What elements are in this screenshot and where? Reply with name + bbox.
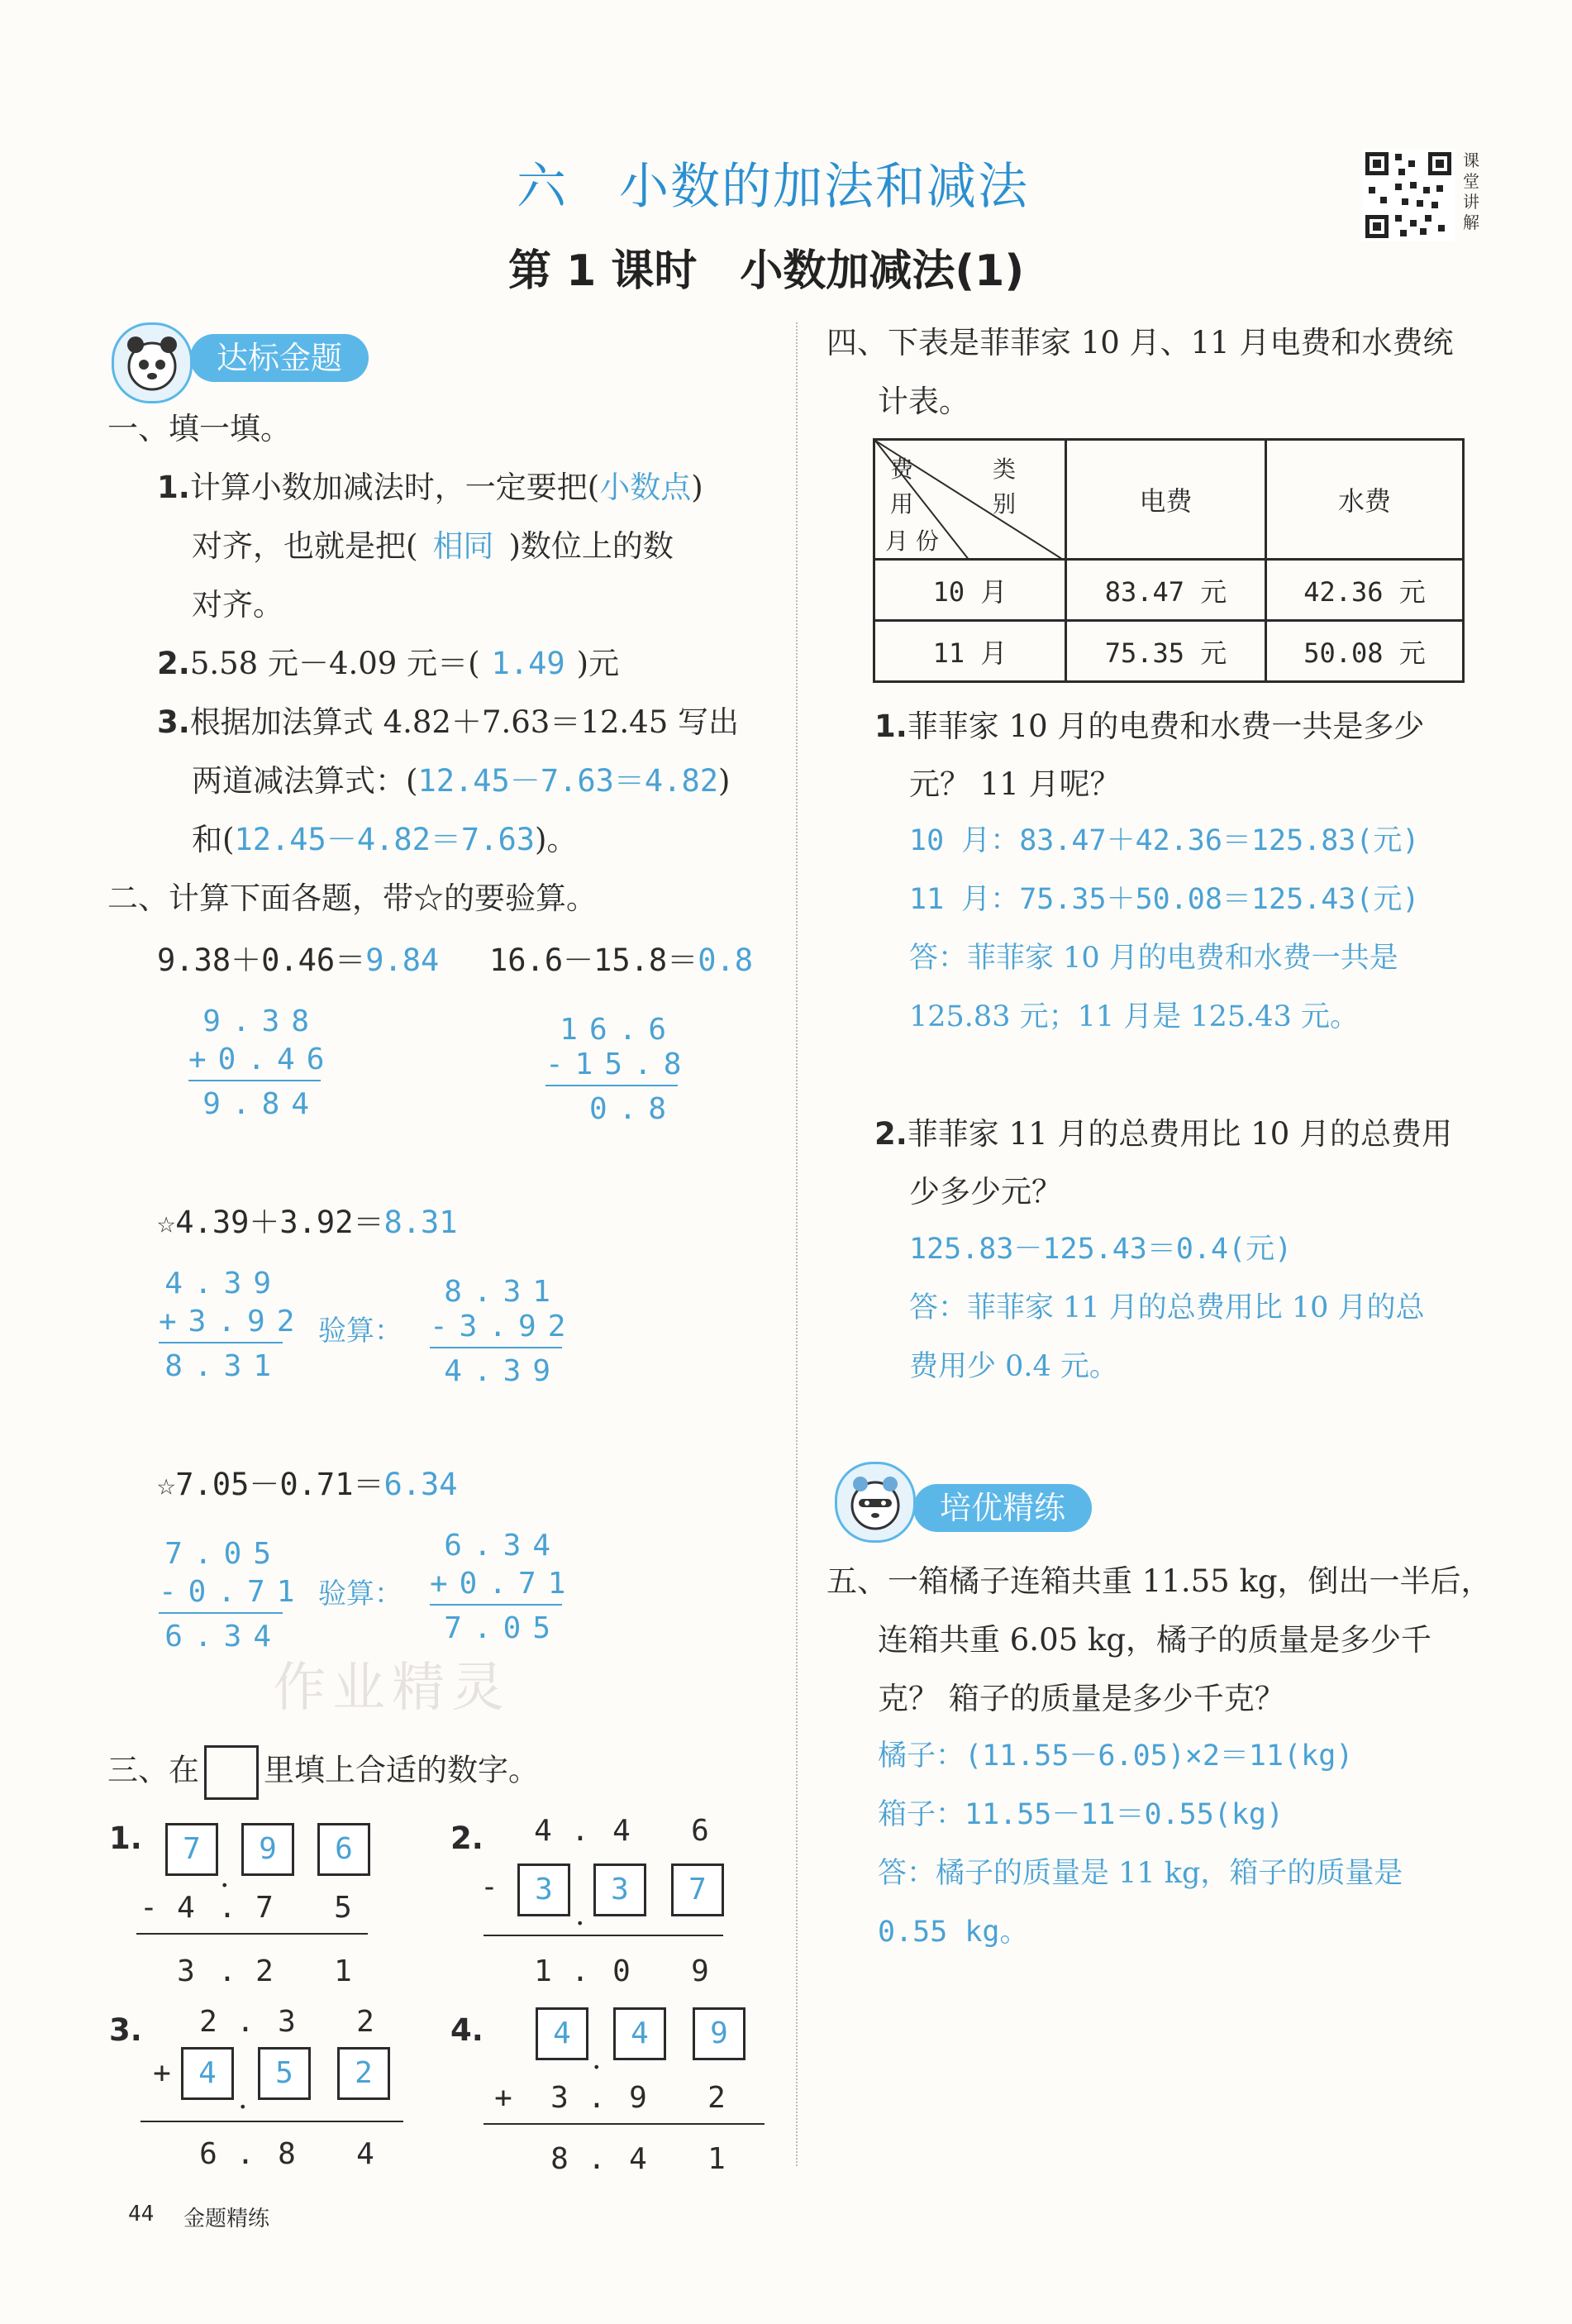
q5-answer1: 橘子：(11.55－6.05)×2＝11(kg) — [878, 1739, 1354, 1773]
watermark: 作业精灵 — [273, 1658, 511, 1719]
p2-num: 2. — [450, 1821, 484, 1856]
qr-code[interactable] — [1362, 149, 1455, 241]
q5-answer4: 0.55 kg。 — [878, 1916, 1029, 1949]
digit-box[interactable]: 2 — [337, 2047, 390, 2100]
q4-heading-line1: 四、下表是菲菲家 10 月、11 月电费和水费统 — [826, 325, 1454, 360]
q1-item1-line1: 1.计算小数加减法时，一定要把(小数点) — [157, 470, 703, 505]
q5-line3: 克？ 箱子的质量是多少千克？ — [878, 1681, 1285, 1716]
answer-blank: 相同 — [432, 528, 494, 564]
check-calc-4: 6.34 +0.71 7.05 — [430, 1529, 578, 1645]
lesson-title: 第 1 课时 小数加减法(1) — [508, 246, 1025, 296]
q2-expr2: 16.6－15.8＝0.8 — [489, 942, 754, 978]
q2-expr4: ☆7.05－0.71＝6.34 — [157, 1467, 458, 1502]
p1-num: 1. — [109, 1821, 142, 1856]
chapter-title: 六 小数的加法和减法 — [517, 158, 1029, 216]
q2-heading: 二、计算下面各题，带☆的要验算。 — [107, 880, 597, 916]
digit-box[interactable]: 5 — [258, 2047, 311, 2100]
section-badge-advanced: 培优精练 — [913, 1484, 1092, 1532]
digit-box[interactable]: 4 — [613, 2007, 666, 2060]
section-badge-basic: 达标金题 — [190, 334, 369, 382]
q5-line2: 连箱共重 6.05 kg，橘子的质量是多少千 — [878, 1622, 1432, 1658]
digit-box[interactable]: 7 — [671, 1863, 724, 1916]
digit-box[interactable]: 6 — [317, 1823, 370, 1876]
qr-caption: 课堂讲解 — [1463, 150, 1479, 232]
check-label: 验算： — [318, 1315, 403, 1348]
vertical-calc-2: 16.6 -15.8 0.8 — [545, 1013, 693, 1126]
q4-sub2-line1: 2.菲菲家 11 月的总费用比 10 月的总费用 — [874, 1116, 1453, 1152]
q1-item2: 2.5.58 元－4.09 元＝( 1.49 )元 — [157, 646, 620, 681]
q5-line1: 五、一箱橘子连箱共重 11.55 kg，倒出一半后， — [826, 1563, 1492, 1599]
digit-box[interactable]: 4 — [181, 2047, 234, 2100]
answer-blank: 小数点 — [599, 470, 692, 505]
q2-expr1: 9.38＋0.46＝9.84 — [157, 942, 440, 978]
col-header-water: 水费 — [1266, 440, 1464, 560]
q1-item1-line2: 对齐，也就是把( 相同 )数位上的数 — [192, 528, 674, 564]
q2-expr3: ☆4.39＋3.92＝8.31 — [157, 1205, 458, 1240]
empty-box-icon — [204, 1745, 259, 1800]
digit-box[interactable]: 3 — [517, 1863, 570, 1916]
check-label: 验算： — [318, 1577, 403, 1611]
q1-heading: 一、填一填。 — [107, 411, 291, 446]
digit-box[interactable]: 9 — [241, 1823, 294, 1876]
q4-sub1-answer3: 答：菲菲家 10 月的电费和水费一共是 — [909, 942, 1398, 975]
table-row: 10 月 83.47 元 42.36 元 — [874, 560, 1464, 621]
q5-answer3: 答：橘子的质量是 11 kg，箱子的质量是 — [878, 1857, 1403, 1890]
q4-sub2-answer2: 答：菲菲家 11 月的总费用比 10 月的总 — [909, 1291, 1425, 1324]
column-divider — [796, 322, 798, 2166]
digit-box[interactable]: 9 — [693, 2007, 746, 2060]
q3-heading: 三、在 里填上合适的数字。 — [107, 1745, 539, 1800]
vertical-calc-3: 4.39 +3.92 8.31 — [159, 1267, 307, 1383]
answer-blank: 1.49 — [491, 646, 565, 681]
q4-sub1-answer2: 11 月：75.35＋50.08＝125.43(元) — [909, 883, 1420, 916]
q4-sub1-line2: 元？ 11 月呢？ — [909, 766, 1121, 802]
q4-sub1-line1: 1.菲菲家 10 月的电费和水费一共是多少 — [874, 709, 1425, 744]
p3-num: 3. — [109, 2012, 142, 2048]
q4-heading-line2: 计表。 — [878, 384, 969, 419]
check-calc-3: 8.31 -3.92 4.39 — [430, 1275, 578, 1388]
q1-item3-line1: 3.根据加法算式 4.82＋7.63＝12.45 写出 — [157, 704, 740, 740]
q5-answer2: 箱子：11.55－11＝0.55(kg) — [878, 1798, 1284, 1831]
table-row: 11 月 75.35 元 50.08 元 — [874, 621, 1464, 682]
raccoon-mascot-icon — [835, 1462, 916, 1543]
q1-item1-line3: 对齐。 — [192, 587, 283, 623]
q1-item3-line3: 和(12.45－4.82＝7.63)。 — [192, 822, 578, 857]
answer-blank: 12.45－4.82＝7.63 — [234, 822, 536, 857]
p4-num: 4. — [450, 2012, 484, 2048]
q4-sub2-answer1: 125.83－125.43＝0.4(元) — [909, 1233, 1293, 1266]
digit-box[interactable]: 7 — [165, 1823, 218, 1876]
q4-sub1-answer4: 125.83 元；11 月是 125.43 元。 — [909, 1000, 1359, 1033]
q4-sub2-line2: 少多少元？ — [909, 1174, 1062, 1210]
digit-box[interactable]: 3 — [593, 1863, 646, 1916]
page-number: 44 — [128, 2202, 155, 2226]
panda-mascot-icon — [112, 322, 193, 403]
table-corner-cell: 费 用 类 别 月 份 — [874, 440, 1066, 560]
fee-table — [873, 438, 1465, 683]
digit-box[interactable]: 4 — [536, 2007, 588, 2060]
col-header-electric: 电费 — [1066, 440, 1266, 560]
vertical-calc-1: 9.38 +0.46 9.84 — [188, 1005, 336, 1121]
book-name: 金题精练 — [183, 2207, 270, 2231]
answer-blank: 12.45－7.63＝4.82 — [417, 763, 719, 799]
q1-item3-line2: 两道减法算式：(12.45－7.63＝4.82) — [192, 763, 731, 799]
vertical-calc-4: 7.05 -0.71 6.34 — [159, 1537, 307, 1654]
q4-sub1-answer1: 10 月：83.47＋42.36＝125.83(元) — [909, 824, 1420, 857]
q4-sub2-answer3: 费用少 0.4 元。 — [909, 1350, 1118, 1383]
